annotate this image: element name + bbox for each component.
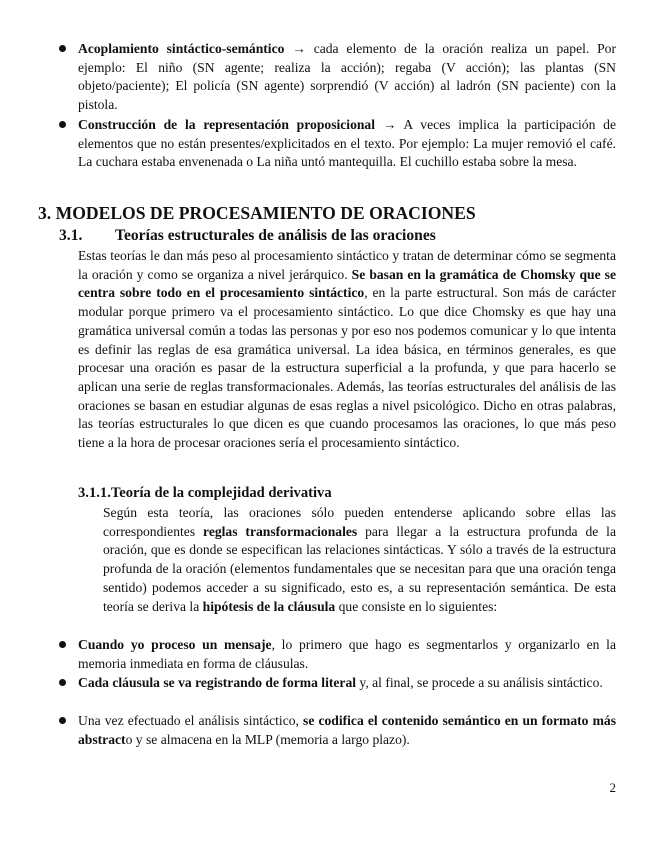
bullet-text: cada elemento de la oración realiza un papel. Por ejemplo: El niño (SN agente; realiza la acción); regaba (V acción); las plantas (SN objeto/paciente); El policía (SN agente) sorprendió (V acción) al ladrón (SN paciente) con la pistola. xyxy=(78,41,616,113)
paragraph-complejidad-derivativa xyxy=(103,504,616,616)
bullet-text: Una vez efectuado el análisis sintáctico, xyxy=(78,713,304,728)
bullet-item-analisis xyxy=(78,712,616,749)
paragraph-text: que consiste en lo siguientes: xyxy=(335,598,498,614)
bullet-marker xyxy=(59,679,66,686)
bullet-item-mensaje xyxy=(78,636,616,673)
arrow-symbol: → xyxy=(382,117,397,132)
subsection-number: 3.1. xyxy=(59,227,83,244)
bullet-marker xyxy=(59,641,66,648)
bullet-item-construccion xyxy=(78,116,616,172)
bullet-term: Acoplamiento sintáctico-semántico xyxy=(78,41,285,56)
paragraph-text: Según esta teoría, las oraciones sólo pueden entenderse aplicando sobre ellas las correspondientes xyxy=(103,505,616,539)
section-heading: 3. MODELOS DE PROCESAMIENTO DE ORACIONES xyxy=(38,203,476,223)
paragraph-emphasis: reglas transformacionales xyxy=(203,523,358,539)
bullet-term: Cuando yo proceso un mensaje xyxy=(78,637,272,652)
subsubsection-title: Teoría de la complejidad derivativa xyxy=(110,485,332,501)
bullet-item-acoplamiento xyxy=(78,40,616,115)
bullet-term: Cada cláusula se va registrando de forma literal xyxy=(78,675,357,690)
paragraph-emphasis: Se basan en la gramática de Chomsky que se centra sobre todo en el procesamiento sintáctico xyxy=(78,266,616,301)
bullet-text: , lo primero que hago es segmentarlos y organizarlo en la memoria inmediata en forma de cláusulas. xyxy=(78,637,616,671)
paragraph-text: Estas teorías le dan más peso al procesamiento sintáctico y tratan de determinar cómo se segmenta la oración y como se organiza a nivel jerárquico. xyxy=(78,248,616,282)
bullet-text: A veces implica la participación de elementos que no están presentes/explicitados en el texto. Por ejemplo: La mujer removió el café. La cuchara estaba envenenada o La niña untó mantequilla. El cuchillo estaba sobre la mesa. xyxy=(78,117,616,170)
arrow-symbol: → xyxy=(292,41,306,56)
bullet-marker xyxy=(59,121,66,128)
paragraph-text: , en la parte estructural. Son más de carácter modular porque primero va el procesamiento sintáctico. Lo que dice Chomsky es que hay una gramática universal común a todas las personas y por eso nos podemos comunicar y lo que intenta es definir las reglas de esa gramática universal. La idea básica, en términos generales, es que procesar una oración es pasar de la estructura superficial a la profunda, y que para hacerlo se aplican una serie de reglas transformacionales. Además, las teorías estructurales del análisis de las oraciones se basan en estudiar algunas de esas reglas a nivel psicológico. Dicho en otras palabras, las teorías estructurales lo que dicen es que cuando procesamos las oraciones, lo que más peso tiene a la hora de procesar oraciones sería el procesamiento sintáctico. xyxy=(78,285,616,451)
page-number: 2 xyxy=(609,780,616,795)
bullet-marker xyxy=(59,45,66,52)
subsection-title: Teorías estructurales de análisis de las oraciones xyxy=(115,227,436,244)
bullet-item-clausula xyxy=(78,674,616,693)
paragraph-emphasis: hipótesis de la cláusula xyxy=(202,598,336,614)
subsubsection-number: 3.1.1. xyxy=(78,485,111,501)
paragraph-teorias-estructurales xyxy=(78,247,616,453)
bullet-text: y, al final, se procede a su análisis sintáctico. xyxy=(356,675,603,690)
bullet-marker xyxy=(59,717,66,724)
paragraph-text: para llegar a la estructura profunda de la oración, que es donde se especifican las relaciones sintácticas. Y sólo a través de la estructura profunda de la oración (elementos fundamentales que se necesitan para que una oración tenga sentido) podemos acceder a su significado, esto es, a su representación semántica. De esta teoría se deriva la xyxy=(103,523,616,614)
bullet-text: o y se almacena en la MLP (memoria a largo plazo). xyxy=(125,731,410,747)
subsection-heading xyxy=(59,227,436,245)
bullet-term: se codifica el contenido semántico en un formato más abstract xyxy=(78,713,616,747)
subsubsection-heading xyxy=(78,485,332,502)
bullet-term: Construcción de la representación proposicional xyxy=(78,117,375,132)
